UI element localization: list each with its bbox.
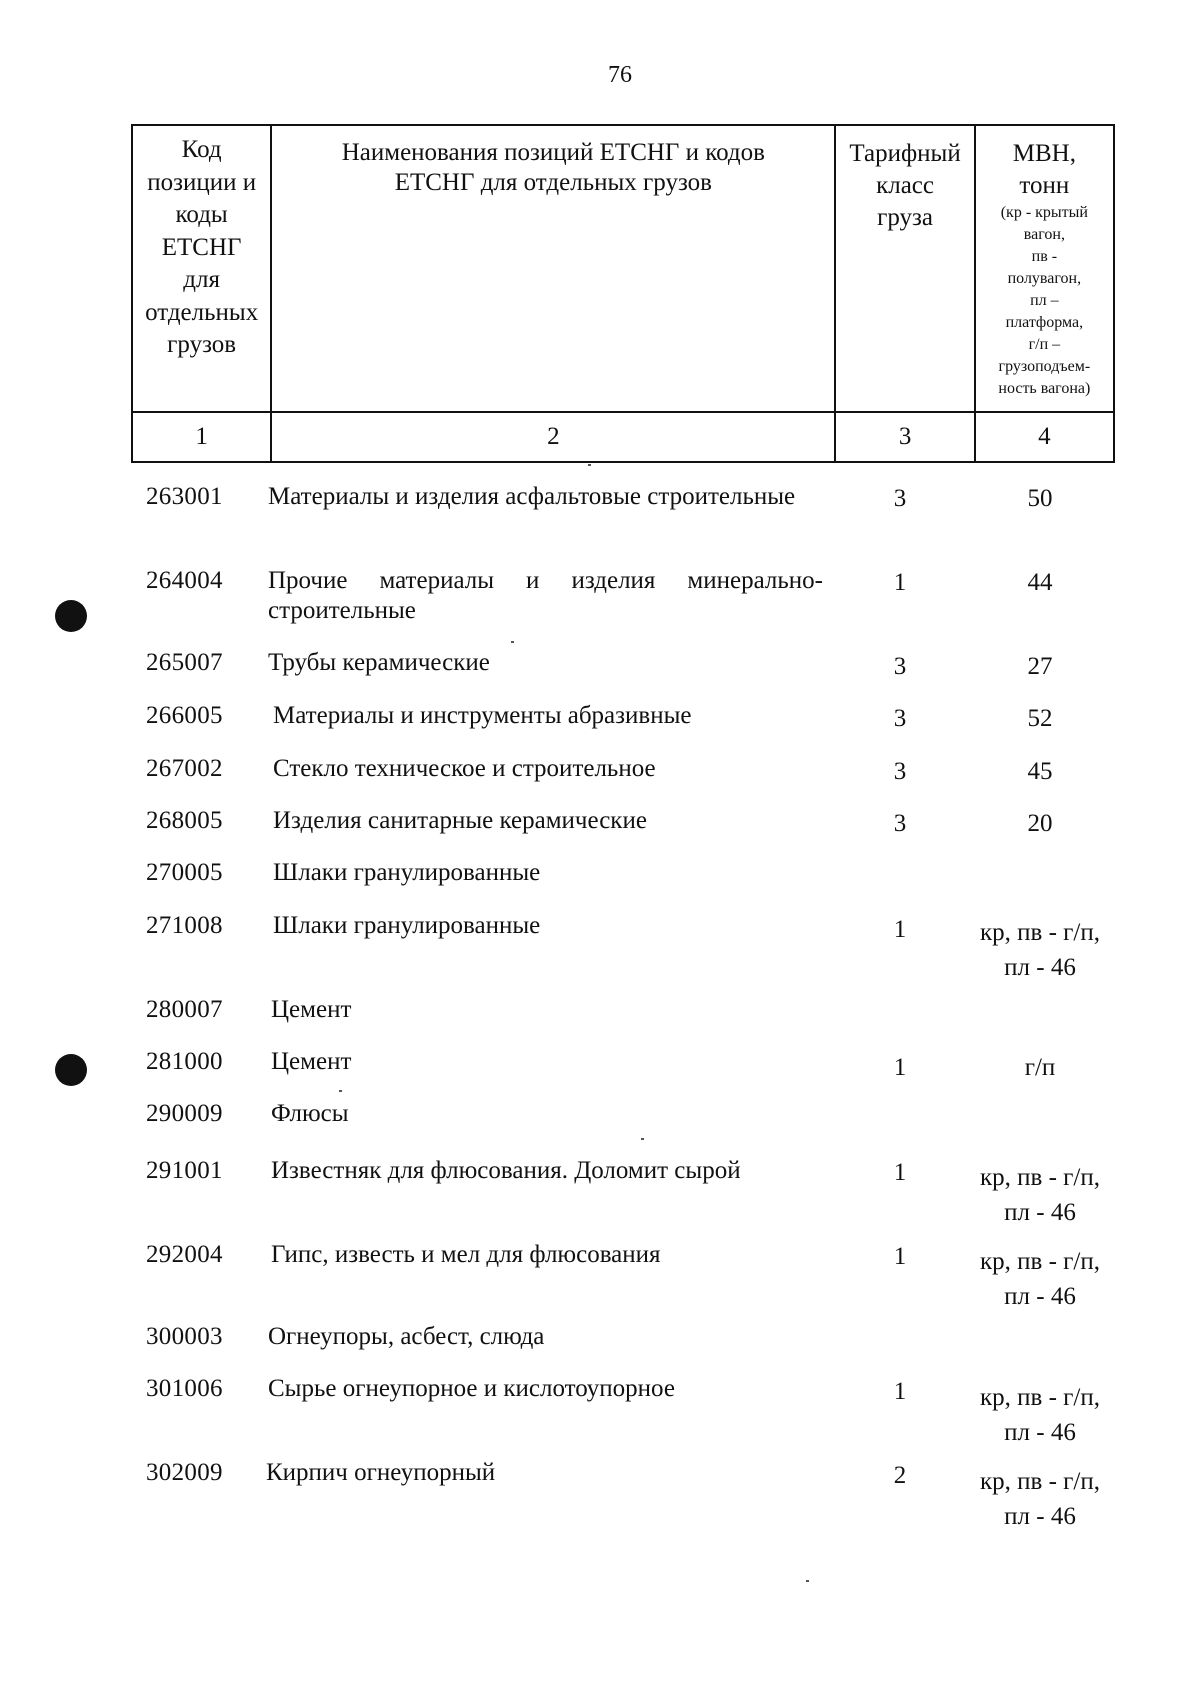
row-name: Шлаки гранулированные [273, 912, 541, 939]
row-name: Материалы и инструменты абразивные [273, 702, 692, 729]
row-code: 268005 [146, 807, 223, 834]
row-code: 302009 [146, 1459, 223, 1486]
header-line: груза [877, 204, 934, 231]
header-sub-line: полувагон, [1007, 270, 1082, 287]
row-code: 263001 [146, 483, 223, 510]
row-mvn: 50 [1027, 485, 1053, 512]
row-name: Материалы и изделия асфальтовые строительные [268, 483, 796, 510]
row-mvn: г/п [1024, 1054, 1056, 1081]
row-name: Трубы керамические [268, 649, 490, 676]
row-class: 3 [893, 653, 907, 680]
scan-speck [641, 1138, 644, 1140]
header-line: ЕТСНГ для отдельных грузов [394, 169, 712, 196]
row-class: 3 [893, 758, 907, 785]
row-mvn: кр, пв - г/п, пл - 46 [980, 1248, 1100, 1310]
row-code: 281000 [146, 1048, 223, 1075]
column-number: 3 [835, 412, 974, 462]
header-sub-line: (кр - крытый [1000, 204, 1088, 221]
header-sub-line: грузоподъем- [998, 358, 1091, 375]
scan-speck [339, 1090, 342, 1092]
header-line: коды [175, 201, 228, 228]
header-line: Наименования позиций ЕТСНГ и кодов [341, 139, 765, 166]
header-line: МВН, [1012, 140, 1076, 167]
row-name: Сырье огнеупорное и кислотоупорное [268, 1375, 675, 1402]
header-sub-line: вагон, [1023, 226, 1065, 243]
header-line: грузов [167, 331, 237, 358]
row-class: 1 [893, 1378, 907, 1405]
row-mvn: 27 [1027, 653, 1053, 680]
row-mvn: кр, пв - г/п, пл - 46 [980, 919, 1100, 981]
row-class: 1 [893, 1243, 907, 1270]
row-class: 1 [893, 1159, 907, 1186]
header-line: отдельных [145, 298, 259, 326]
row-code: 291001 [146, 1157, 223, 1184]
row-code: 271008 [146, 912, 223, 939]
row-name: Цемент [271, 996, 352, 1023]
header-sub-line: пв - [1031, 248, 1058, 265]
row-mvn: кр, пв - г/п, пл - 46 [980, 1468, 1100, 1530]
header-line: Тарифный [849, 140, 961, 167]
row-code: 292004 [146, 1241, 223, 1268]
header-line: класс [876, 172, 935, 199]
punch-hole-mark [55, 600, 87, 632]
punch-hole-mark [55, 1054, 87, 1086]
row-class: 3 [893, 705, 907, 732]
scan-speck [806, 1580, 809, 1582]
header-line: ЕТСНГ [161, 233, 242, 261]
row-code: 300003 [146, 1323, 223, 1350]
header-line: для [183, 266, 220, 293]
row-mvn: 44 [1027, 569, 1053, 596]
header-line: тонн [1019, 172, 1070, 199]
row-name: Цемент [271, 1048, 352, 1075]
row-class: 3 [893, 810, 907, 837]
row-class: 1 [893, 916, 907, 943]
row-name: Известняк для флюсования. Доломит сырой [271, 1157, 741, 1184]
row-class: 2 [893, 1462, 907, 1489]
row-class: 1 [893, 1054, 907, 1081]
row-code: 267002 [146, 755, 223, 782]
row-code: 265007 [146, 649, 223, 676]
row-class: 1 [893, 569, 907, 596]
row-class: 3 [893, 485, 907, 512]
row-mvn: кр, пв - г/п, пл - 46 [980, 1164, 1100, 1226]
row-name: Изделия санитарные керамические [273, 807, 647, 834]
row-name: Стекло техническое и строительное [273, 755, 656, 782]
row-code: 301006 [146, 1375, 223, 1402]
header-sub-line: г/п – [1028, 336, 1061, 353]
column-number: 2 [271, 412, 835, 462]
header-sub-line: платформа, [1005, 314, 1084, 331]
column-number: 1 [132, 412, 271, 462]
scan-speck [511, 641, 514, 643]
row-mvn: 45 [1027, 758, 1053, 785]
row-mvn: 20 [1027, 810, 1053, 837]
row-code: 270005 [146, 859, 223, 886]
row-name: Прочие материалы и изделия минерально-строительные [268, 567, 823, 624]
scan-speck [588, 464, 591, 466]
header-line: Код [181, 136, 222, 163]
column-number: 4 [975, 412, 1114, 462]
row-mvn: 52 [1027, 705, 1053, 732]
header-line: позиции и [147, 168, 257, 196]
row-code: 290009 [146, 1100, 223, 1127]
row-name: Шлаки гранулированные [273, 859, 541, 886]
row-name: Флюсы [271, 1100, 349, 1127]
row-code: 266005 [146, 702, 223, 729]
row-name: Огнеупоры, асбест, слюда [268, 1323, 545, 1350]
page-number: 76 [608, 62, 632, 88]
row-name: Кирпич огнеупорный [266, 1459, 496, 1486]
row-mvn: кр, пв - г/п, пл - 46 [980, 1384, 1100, 1446]
row-name: Гипс, известь и мел для флюсования [271, 1241, 661, 1268]
row-code: 264004 [146, 567, 223, 594]
header-sub-line: пл – [1030, 292, 1059, 309]
row-code: 280007 [146, 996, 223, 1023]
header-sub-line: ность вагона) [998, 380, 1091, 397]
